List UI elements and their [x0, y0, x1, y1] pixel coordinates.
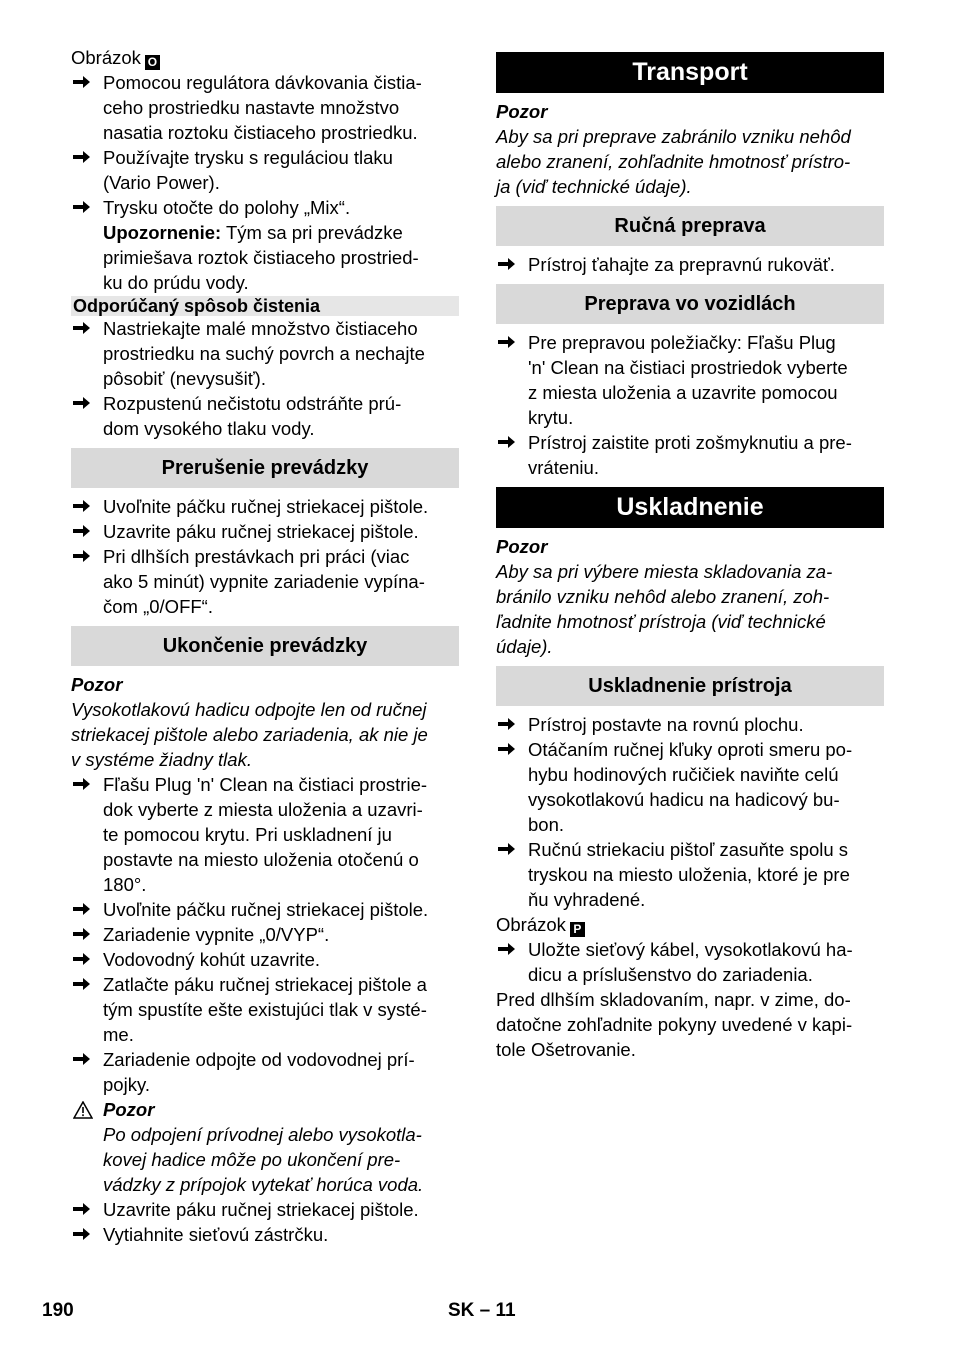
figure-letter-box: P	[570, 922, 585, 937]
step-text-line: ceho prostriedku nastavte množstvo	[103, 97, 400, 118]
step-text-line: prostriedku na suchý povrch a nechajte	[103, 343, 425, 364]
step-text-line: Uzavrite páku ručnej striekacej pištole.	[103, 1199, 419, 1220]
steps-end-operation	[71, 772, 459, 1097]
heading-end-operation: Ukončenie prevádzky	[71, 626, 459, 666]
warning-storage: Pozor Aby sa pri výbere miesta skladovania za- bránilo vzniku nehôd alebo zranení, zoh- ľadnite hmotnosť prístroja (viď technické údaje).	[496, 536, 833, 657]
step-text-line: pôsobiť (nevysušiť).	[103, 368, 266, 389]
step-text-line: Pre prepravou poležiačky: Fľašu Plug	[528, 332, 836, 353]
section-page-label: SK – 11	[448, 1300, 516, 1321]
instruction-step	[71, 316, 459, 391]
step-text-line: 180°.	[103, 874, 147, 895]
arrow-right-icon	[73, 897, 95, 922]
step-text-line: (Vario Power).	[103, 172, 220, 193]
step-text-line: Používajte trysku s reguláciou tlaku	[103, 147, 393, 168]
steps-interruption	[71, 494, 459, 619]
step-text-line: krytu.	[528, 407, 574, 428]
arrow-right-icon	[73, 1222, 95, 1247]
arrow-right-icon	[73, 1047, 95, 1072]
step-text-line: me.	[103, 1024, 134, 1045]
steps-recommended	[71, 316, 459, 441]
arrow-right-icon	[73, 544, 95, 569]
arrow-right-icon	[73, 772, 95, 797]
step-text-line: ňu vyhradené.	[528, 889, 646, 910]
step-text-line: Zariadenie vypnite „0/VYP“.	[103, 924, 330, 945]
step-text-line: 'n' Clean na čistiaci prostriedok vyberte	[528, 357, 848, 378]
step-text-line: te pomocou krytu. Pri uskladnení ju	[103, 824, 392, 845]
step-text-line: Uzavrite páku ručnej striekacej pištole.	[103, 521, 419, 542]
instruction-step	[71, 519, 459, 544]
step-text-line: Pri dlhších prestávkach pri práci (viac	[103, 546, 410, 567]
step-text-line: z miesta uloženia a uzavrite pomocou	[528, 382, 838, 403]
arrow-right-icon	[73, 70, 95, 95]
instruction-step	[71, 772, 459, 897]
step-text-line: dok vyberte z miesta uloženia a uzavri-	[103, 799, 423, 820]
steps-vehicle-transport	[496, 330, 884, 480]
step-text-line: Nastriekajte malé množstvo čistiaceho	[103, 318, 418, 339]
figure-letter-box: O	[145, 55, 160, 70]
step-text-line: Rozpustenú nečistotu odstráňte prú-	[103, 393, 402, 414]
warning-triangle-icon	[73, 1100, 93, 1125]
heading-interruption: Prerušenie prevádzky	[71, 448, 459, 488]
instruction-step	[496, 837, 884, 912]
step-text-line: Prístroj postavte na rovnú plochu.	[528, 714, 804, 735]
instruction-step	[71, 145, 459, 195]
step-text-line: hybu hodinových ručičiek naviňte celú	[528, 764, 839, 785]
step-text-line: Zatlačte páku ručnej striekacej pištole a	[103, 974, 427, 995]
instruction-step	[496, 737, 884, 837]
arrow-right-icon	[73, 195, 95, 220]
note-label: Upozornenie:	[103, 222, 222, 243]
step-text-line: Vodovodný kohút uzavrite.	[103, 949, 321, 970]
figure-reference-p: Obrázok P	[496, 912, 884, 937]
arrow-right-icon	[73, 494, 95, 519]
instruction-step	[496, 712, 884, 737]
warning-end-operation: Pozor Vysokotlakovú hadicu odpojte len od ručnej striekacej pištole alebo zariadenia, ak nie je v systéme žiadny tlak.	[71, 674, 428, 770]
step-text-line: Zariadenie odpojte od vodovodnej prí-	[103, 1049, 415, 1070]
step-text-line: Fľašu Plug 'n' Clean na čistiaci prostrie-	[103, 774, 428, 795]
step-text-line: vysokotlakovú hadicu na hadicový bu-	[528, 789, 840, 810]
arrow-right-icon	[73, 947, 95, 972]
right-column	[496, 45, 884, 1062]
steps-manual-transport	[496, 252, 884, 277]
heading-manual-transport: Ručná preprava	[496, 206, 884, 246]
step-text-line: nasatia roztoku čistiaceho prostriedku.	[103, 122, 418, 143]
instruction-step	[71, 544, 459, 619]
steps-accessories	[496, 937, 884, 987]
arrow-right-icon	[498, 252, 520, 277]
instruction-step	[71, 972, 459, 1047]
arrow-right-icon	[498, 937, 520, 962]
instruction-step	[71, 70, 459, 145]
step-text-line: Ručnú striekaciu pištoľ zasuňte spolu s	[528, 839, 849, 860]
step-text-line: ako 5 minút) vypnite zariadenie vypína-	[103, 571, 425, 592]
left-column	[71, 45, 459, 1247]
step-text-line: Uvoľnite páčku ručnej striekacej pištole.	[103, 899, 429, 920]
heading-vehicle-transport: Preprava vo vozidlách	[496, 284, 884, 324]
arrow-right-icon	[73, 972, 95, 997]
arrow-right-icon	[498, 712, 520, 737]
instruction-step	[496, 937, 884, 987]
arrow-right-icon	[73, 519, 95, 544]
step-text-line: dom vysokého tlaku vody.	[103, 418, 315, 439]
instruction-step	[71, 391, 459, 441]
steps-final	[71, 1197, 459, 1247]
instruction-step	[71, 1047, 459, 1097]
arrow-right-icon	[73, 1197, 95, 1222]
arrow-right-icon	[498, 737, 520, 762]
arrow-right-icon	[73, 391, 95, 416]
steps-dosing	[71, 70, 459, 195]
instruction-step	[496, 252, 884, 277]
step-text-line: Prístroj zaistite proti zošmyknutiu a pre-	[528, 432, 852, 453]
step-text-line: postavte na miesto uloženia otočenú o	[103, 849, 419, 870]
figure-reference-o: Obrázok O	[71, 45, 459, 70]
step-mix-position: Trysku otočte do polohy „Mix“. Upozornenie: Tým sa pri prevádzke primiešava roztok čistiaceho prostried- ku do prúdu vody.	[71, 195, 459, 295]
heading-transport: Transport	[496, 52, 884, 93]
steps-device-storage	[496, 712, 884, 912]
instruction-step	[496, 330, 884, 430]
instruction-step	[71, 1222, 459, 1247]
arrow-right-icon	[498, 430, 520, 455]
step-text-line: vráteniu.	[528, 457, 599, 478]
closing-paragraph: Pred dlhším skladovaním, napr. v zime, do- datočne zohľadnite pokyny uvedené v kapi- tole Ošetrovanie.	[496, 989, 853, 1060]
step-text-line: Uvoľnite páčku ručnej striekacej pištole.	[103, 496, 429, 517]
instruction-step	[496, 430, 884, 480]
subheading-recommended-cleaning: Odporúčaný spôsob čistenia	[71, 296, 459, 316]
step-text-line: čom „0/OFF“.	[103, 596, 213, 617]
arrow-right-icon	[73, 145, 95, 170]
instruction-step	[71, 922, 459, 947]
instruction-step	[71, 897, 459, 922]
arrow-right-icon	[73, 922, 95, 947]
step-text-line: bon.	[528, 814, 565, 835]
step-text-line: Prístroj ťahajte za prepravnú rukoväť.	[528, 254, 835, 275]
step-text-line: Vytiahnite sieťovú zástrčku.	[103, 1224, 329, 1245]
step-text-line: tým spustíte ešte existujúci tlak v systé-	[103, 999, 427, 1020]
caution-hot-water: Pozor Po odpojení prívodnej alebo vysokotla- kovej hadice môže po ukončení pre- vádzky z prípojok vytekať horúca voda.	[71, 1097, 459, 1197]
arrow-right-icon	[73, 316, 95, 341]
arrow-right-icon	[498, 837, 520, 862]
instruction-step	[71, 947, 459, 972]
step-text-line: Otáčaním ručnej kľuky oproti smeru po-	[528, 739, 853, 760]
instruction-step	[71, 494, 459, 519]
step-text-line: tryskou na miesto uloženia, ktoré je pre	[528, 864, 850, 885]
step-text-line: Pomocou regulátora dávkovania čistia-	[103, 72, 422, 93]
heading-device-storage: Uskladnenie prístroja	[496, 666, 884, 706]
step-text-line: dicu a príslušenstvo do zariadenia.	[528, 964, 813, 985]
arrow-right-icon	[498, 330, 520, 355]
step-text-line: Uložte sieťový kábel, vysokotlakovú ha-	[528, 939, 853, 960]
heading-storage: Uskladnenie	[496, 487, 884, 528]
warning-transport: Pozor Aby sa pri preprave zabránilo vzniku nehôd alebo zranení, zohľadnite hmotnosť prístro- ja (viď technické údaje).	[496, 101, 851, 197]
page-number: 190	[42, 1300, 74, 1321]
instruction-step	[71, 1197, 459, 1222]
step-text-line: pojky.	[103, 1074, 150, 1095]
